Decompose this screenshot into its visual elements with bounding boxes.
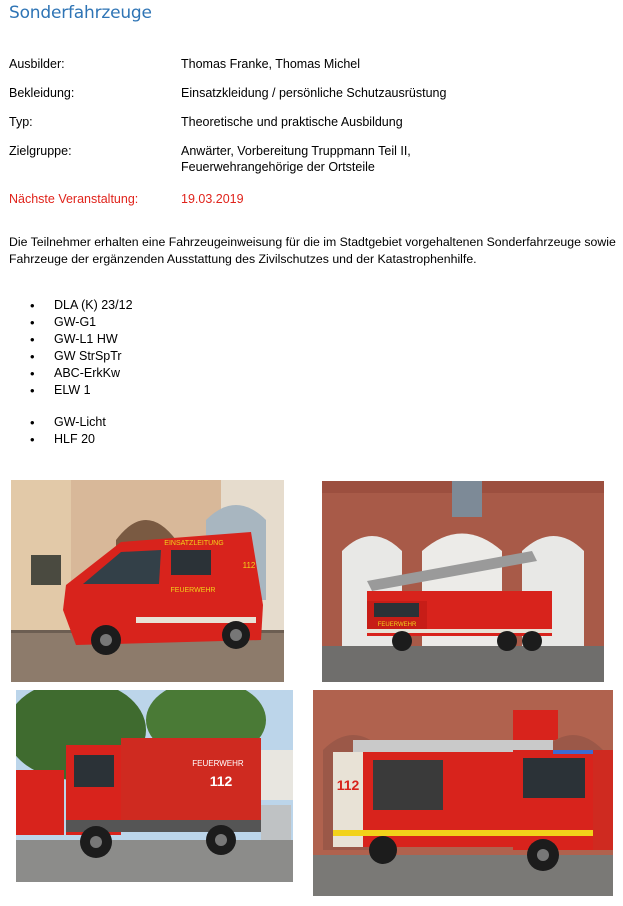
gw-112-text: 112 — [209, 773, 233, 789]
target-group-label: Zielgruppe: — [9, 144, 72, 158]
target-group-value: Anwärter, Vorbereitung Truppmann Teil II, — [181, 144, 411, 158]
photo-command-vehicle — [11, 480, 284, 682]
description-paragraph: Die Teilnehmer erhalten eine Fahrzeugeinweisung für die im Stadtgebiet vorgehaltenen Sonderfahrzeuge sowie Fahrzeuge der ergänzenden Ausstattung des Zivilschutzes und der Katastrophenhilfe. — [9, 235, 616, 266]
ladder-side-text: FEUERWEHR — [377, 622, 417, 628]
elw-112-text: 112 — [242, 561, 256, 570]
trainer-label: Ausbilder: — [9, 57, 65, 71]
clothing-label: Bekleidung: — [9, 86, 75, 100]
type-label: Typ: — [9, 115, 33, 129]
photo-hlf-truck — [313, 690, 613, 896]
list-item: • ABC-ErkKw — [30, 365, 133, 382]
list-item: • DLA (K) 23/12 — [30, 297, 133, 314]
vehicle-list-extra — [30, 414, 106, 448]
clothing-value: Einsatzkleidung / persönliche Schutzausrüstung — [181, 86, 447, 100]
page-title: Sonderfahrzeuge — [9, 3, 152, 23]
target-group-value-line2: Feuerwehrangehörige der Ortsteile — [181, 160, 375, 174]
vehicle-list — [30, 297, 133, 399]
list-item: • GW-Licht — [30, 414, 106, 431]
elw-side-text: FEUERWEHR — [170, 587, 216, 594]
list-item: • ELW 1 — [30, 382, 133, 399]
trainer-value: Thomas Franke, Thomas Michel — [181, 57, 360, 71]
list-item: • HLF 20 — [30, 431, 106, 448]
photo-gw-truck — [16, 690, 293, 882]
list-item: • GW-L1 HW — [30, 331, 133, 348]
hlf-112-text: 112 — [336, 777, 360, 793]
gw-side-text: FEUERWEHR — [192, 759, 244, 768]
next-event-label: Nächste Veranstaltung: — [9, 192, 139, 206]
elw-roof-text: EINSATZLEITUNG — [164, 540, 224, 547]
list-item: • GW StrSpTr — [30, 348, 133, 365]
photo-ladder-truck — [322, 481, 604, 682]
type-value: Theoretische und praktische Ausbildung — [181, 115, 403, 129]
next-event-date: 19.03.2019 — [181, 192, 244, 206]
list-item: • GW-G1 — [30, 314, 133, 331]
